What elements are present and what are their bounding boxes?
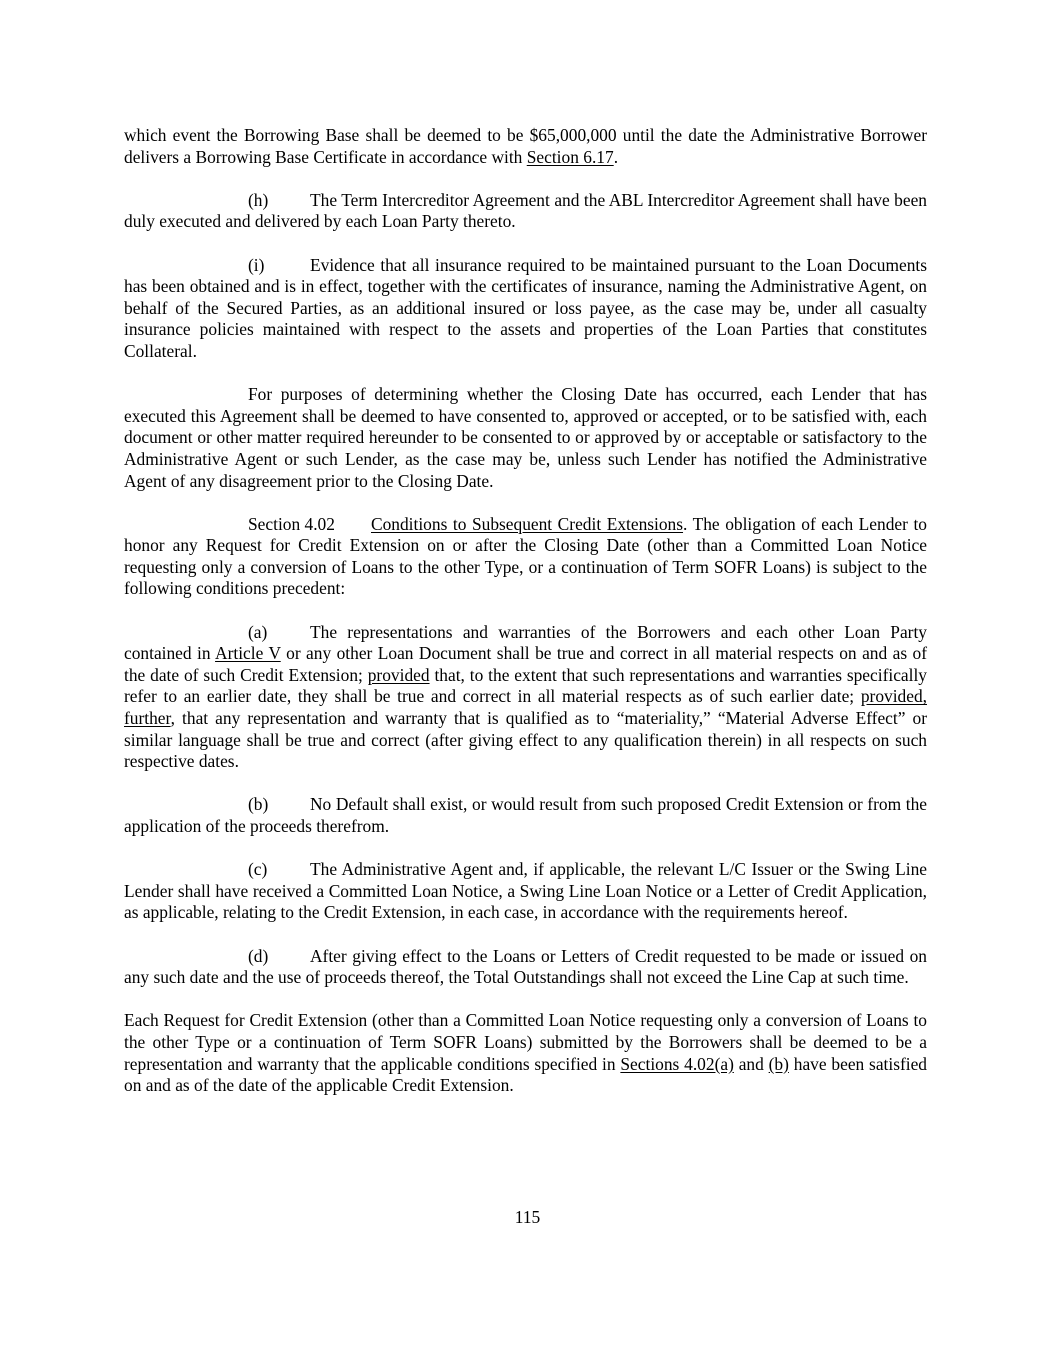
clause-d [124,946,927,989]
clause-text: The Term Intercreditor Agreement and the ABL Intercreditor Agreement shall have been duly executed and delivered by each Loan Party thereto. [124,189,927,232]
provided-term: provided [367,664,430,685]
credit-extension-paragraph: Each Request for Credit Extension (other than a Committed Loan Notice requesting only a conversion of Loans to the other Type or a continuation of Term SOFR Loans) submitted by the Borrowers shall be deemed to be a representation and warranty that the applicable conditions specified in Sections 4.02(a) and (b) have been satisfied on and as of the date of the applicable Credit Extension. [124,1010,928,1096]
section-reference-link[interactable]: (b) [768,1053,789,1074]
clause-label: (h) [248,189,269,210]
clause-c [124,859,927,924]
clause-i [124,255,927,363]
section-text: . The obligation of each Lender to honor any Request for Credit Extension on or after the Closing Date (other than a Committed Loan Notice requesting only a conversion of Loans to the other Type, or a continuation of Term SOFR Loans) is subject to the following conditions precedent: [124,513,927,599]
clause-a: (a) The representations and warranties of the Borrowers and each other Loan Party contained in Article V or any other Loan Document shall be true and correct in all material respects on and as of the date of such Credit Extension; provided that, to the extent that such representations and warranties specifically refer to an earlier date, they shall be true and correct in all material respects as of such earlier date; provided, further, that any representation and warranty that is qualified as to “materiality,” “Material Adverse Effect” or similar language shall be true and correct (after giving effect to any qualification therein) in all respects on such respective dates. [124,621,928,772]
further-term: further [124,708,171,729]
section-reference-link[interactable]: Section 6.17 [526,146,614,167]
clause-h [124,190,927,233]
clause-label: (a) [248,621,268,642]
page-number: 115 [514,1207,541,1227]
clause-label: (b) [248,794,269,815]
clause-text: No Default shall exist, or would result from such proposed Credit Extension or from the application of the proceeds therefrom. [124,794,927,836]
section-reference-link[interactable]: Sections 4.02(a) [620,1053,734,1074]
clause-text: Evidence that all insurance required to be maintained pursuant to the Loan Documents has been obtained and is in effect, together with the certificates of insurance, naming the Administrative Agent, on behalf of the Secured Parties, as an additional insured or loss payee, as the case may be, under all casualty insurance policies maintained with respect to the assets and properties of the Loan Parties that constitutes Collateral. [124,254,927,361]
clause-text: After giving effect to the Loans or Letters of Credit requested to be made or issued on any such date and the use of proceeds thereof, the Total Outstandings shall not exceed the Line Cap at such time. [124,945,927,988]
section-4-02 [124,514,927,600]
document-page [124,125,927,1097]
paragraph-continuation: which event the Borrowing Base shall be deemed to be $65,000,000 until the date the Administrative Borrower delivers a Borrowing Base Certificate in accordance with Section 6.17. [124,125,927,167]
paragraph-text: For purposes of determining whether the Closing Date has occurred, each Lender that has executed this Agreement shall be deemed to have consented to, approved or accepted, or to be satisfied with, each document or other matter required hereunder to be consented to or approved by or acceptable or satisfactory to the Administrative Agent or such Lender, as the case may be, unless such Lender has notified the Administrative Agent of any disagreement prior to the Closing Date. [124,384,927,491]
section-heading: Conditions to Subsequent Credit Extensions [371,513,684,534]
paragraph-text: which event the Borrowing Base shall be deemed to be $65,000,000 until the date the Administrative Borrower delivers a Borrowing Base Certificate in accordance with [124,125,927,167]
article-reference-link[interactable]: Article V [215,643,281,664]
closing-date-paragraph [124,384,927,492]
provided-term: provided, [860,686,927,707]
section-label: Section 4.02 [248,513,335,534]
clause-b [124,794,927,837]
clause-label: (i) [248,254,265,275]
clause-text: The Administrative Agent and, if applicable, the relevant L/C Issuer or the Swing Line Lender shall have received a Committed Loan Notice, a Swing Line Loan Notice or a Letter of Credit Application, as applicable, relating to the Credit Extension, in each case, in accordance with the requirements hereof. [124,859,927,923]
clause-label: (d) [248,945,269,966]
clause-label: (c) [248,859,268,880]
